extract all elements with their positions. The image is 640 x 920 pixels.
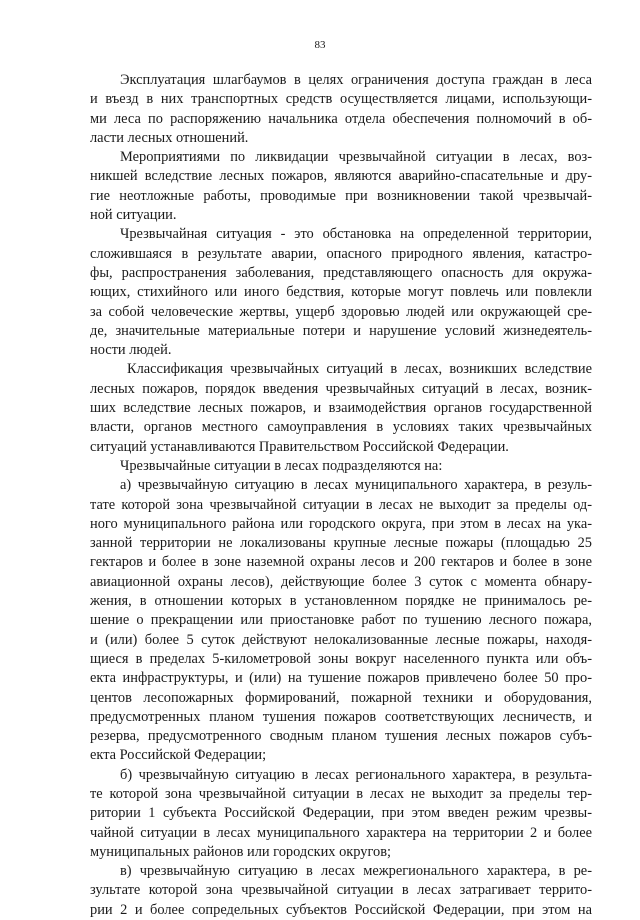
- text-line: б) чрезвычайную ситуацию в лесах регионального характера, в результа-: [120, 766, 592, 783]
- text-line: тате которой зона чрезвычайной ситуации в лесах не выходит за пределы од-: [90, 496, 592, 513]
- text-line: екта инфраструктуры, и (или) на тушение пожаров привлечено более 50 про-: [90, 670, 592, 687]
- text-line: резерва, предусмотренного сводным планом тушения лесных пожаров субъ-: [90, 728, 592, 745]
- text-line: ших вследствие лесных пожаров, и взаимодействия органов государственной: [90, 400, 592, 417]
- text-line: а) чрезвычайную ситуацию в лесах муниципального характера, в резуль-: [120, 477, 592, 494]
- text-line: занной территории не локализованы крупные лесные пожары (площадью 25: [90, 535, 592, 552]
- text-line: зультате которой зона чрезвычайной ситуации в лесах затрагивает террито-: [90, 882, 592, 899]
- text-line: в) чрезвычайную ситуацию в лесах межрегионального характера, в ре-: [120, 863, 592, 880]
- text-line: ритории 1 субъекта Российской Федерации, при этом введен режим чрезвы-: [90, 805, 592, 822]
- text-line: и (или) более 5 суток действуют нелокализованные лесные пожары, находя-: [90, 631, 592, 648]
- text-line: фы, распространения заболевания, представляющего опасность для окружа-: [90, 264, 592, 281]
- text-line: шение о прекращении или приостановке работ по тушению лесного пожара,: [90, 612, 592, 629]
- text-line: муниципальных районов или городских округов;: [90, 843, 392, 860]
- text-line: предусмотренных планом тушения пожаров соответствующих лесничеств, и: [90, 708, 592, 725]
- body-text: [90, 71, 592, 920]
- text-line: ющих, стихийного или иного бедствия, которые могут повлечь или повлекли: [90, 284, 592, 301]
- text-line: ситуаций устанавливаются Правительством Российской Федерации.: [90, 438, 509, 455]
- text-line: ного муниципального района или городского округа, при этом в лесах на ука-: [90, 515, 592, 532]
- text-line: гектаров и более в зоне наземной охраны лесов и 200 гектаров и более в зоне: [90, 554, 592, 571]
- text-line: рии 2 и более сопредельных субъектов Российской Федерации, при этом на: [90, 901, 592, 918]
- text-line: Эксплуатация шлагбаумов в целях ограничения доступа граждан в леса: [120, 72, 592, 88]
- text-line: жения, в отношении которых в установленном порядке не принималось ре-: [90, 593, 592, 610]
- text-line: центов лесопожарных формирований, пожарной техники и оборудования,: [90, 689, 592, 706]
- text-line: ласти лесных отношений.: [90, 129, 249, 146]
- text-line: Мероприятиями по ликвидации чрезвычайной ситуации в лесах, воз-: [120, 149, 592, 166]
- text-line: и въезд в них транспортных средств осуществляется лицами, использующи-: [90, 91, 592, 108]
- text-line: власти, органов местного самоуправления в условиях таких чрезвычайных: [90, 419, 592, 436]
- text-line: ми леса по распоряжению начальника отдела обеспечения полномочий в об-: [90, 110, 592, 127]
- text-line: гие неотложные работы, проводимые при возникновении такой чрезвычай-: [90, 187, 592, 204]
- text-line: авиационной охраны лесов), действующие более 3 суток с момента обнару-: [90, 573, 592, 590]
- text-line: ности людей.: [90, 342, 172, 359]
- text-line: за собой человеческие жертвы, ущерб здоровью людей или окружающей сре-: [90, 303, 592, 320]
- page-number: 83: [314, 39, 326, 51]
- text-line: чайной ситуации в лесах муниципального характера на территории 2 и более: [90, 824, 592, 841]
- text-line: никшей вследствие лесных пожаров, являются аварийно-спасательные и дру-: [90, 168, 592, 185]
- text-line: те которой зона чрезвычайной ситуации в лесах не выходит за пределы тер-: [90, 785, 592, 802]
- text-line: Чрезвычайная ситуация - это обстановка на определенной территории,: [120, 226, 592, 243]
- text-line: Классификация чрезвычайных ситуаций в лесах, возникших вследствие: [127, 361, 592, 378]
- text-line: Чрезвычайные ситуации в лесах подразделяются на:: [120, 457, 443, 474]
- text-line: сложившаяся в результате аварии, опасного природного явления, катастро-: [90, 245, 592, 262]
- text-line: лесных пожаров, порядок введения чрезвычайных ситуаций в лесах, возник-: [90, 380, 592, 397]
- text-line: де, значительные материальные потери и нарушение условий жизнедеятель-: [90, 322, 592, 339]
- text-line: екта Российской Федерации;: [90, 747, 267, 764]
- text-line: щиеся в пределах 5-километровой зоны вокруг населенного пункта или объ-: [90, 650, 592, 667]
- text-line: ной ситуации.: [90, 207, 177, 224]
